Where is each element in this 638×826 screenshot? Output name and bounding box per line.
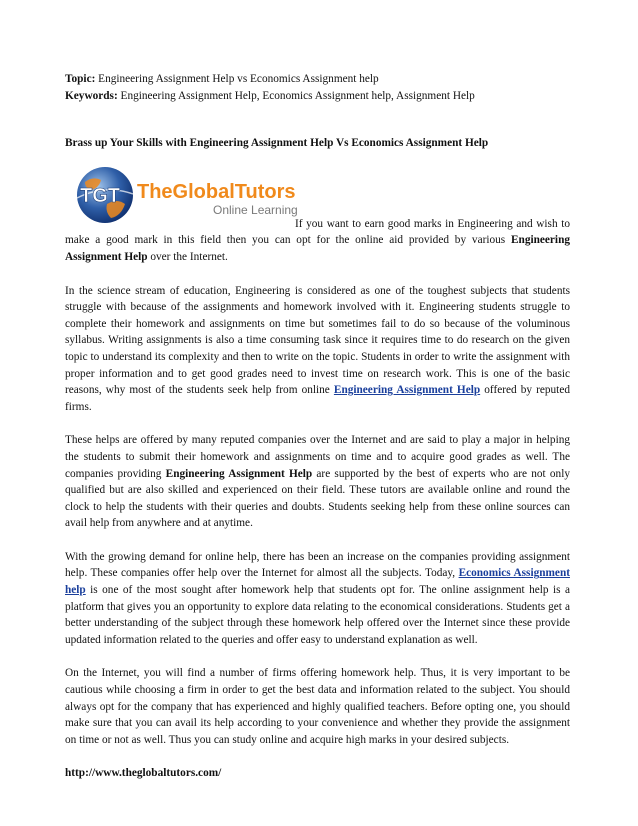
logo-tagline: Online Learning	[213, 202, 298, 217]
article-heading	[65, 135, 570, 152]
companies-bold: Engineering Assignment Help	[165, 467, 313, 480]
theglobaltutors-logo	[71, 164, 298, 226]
logo-name: TheGlobalTutors	[137, 180, 296, 203]
topic-label: Topic:	[65, 73, 96, 85]
heading-bold: Engineering Assignment Help Vs Economics Assignment Help	[189, 137, 489, 150]
intro-bold: Engineering Assignment Help	[65, 234, 570, 263]
economics-text: With the growing demand for online help, there has been an increase on the companies providing assignment help. These companies offer help over the Internet for almost all the subjects. Today,	[65, 550, 570, 580]
logo-row	[65, 164, 570, 226]
heading-prefix: Brass up Your Skills with	[65, 137, 190, 150]
topic-line	[65, 71, 570, 88]
intro-text: If you want to earn good marks in Engineering and wish to make a good mark in this field then you can opt for the online aid provided by various	[65, 217, 570, 247]
document-page	[65, 71, 570, 782]
economics-assignment-help-link[interactable]: Economics Assignment help	[65, 567, 570, 597]
intro-after: over the Internet.	[147, 250, 228, 263]
website-url[interactable]: http://www.theglobaltutors.com/	[65, 767, 222, 780]
engineering-assignment-help-link[interactable]: Engineering Assignment Help	[333, 384, 481, 397]
companies-after: are supported by the best of experts who are not only qualified but are also skilled and experienced on their field. These tutors are available online and round the clock to help the students with their queries and doubts. Students seeking help from these online sources can avail help from anywhere and at anytime.	[65, 467, 570, 530]
choosing-paragraph: On the Internet, you will find a number of firms offering homework help. Thus, it is very important to be cautious while choosing a firm in order to get the best data and information related to the subject. You should always opt for the company that has experienced and highly qualified teachers. Before opting one, you should make sure that you can avail its help according to your convenience and whether they provide the assignment on time or not as well. Thus you can study online and acquire high marks in your desired subjects.	[65, 667, 570, 746]
companies-paragraph	[65, 432, 570, 532]
logo-abbrev: TGT	[80, 184, 120, 207]
economics-after: is one of the most sought after homework help that students opt for. The online assignment help is a platform that gives you an opportunity to explore data relating to the economical considerations. Students get a better understanding of the subject through these homework help offered over the Internet since these provide updated information related to the queries and offer easy to understand explanation as well.	[65, 584, 570, 646]
engineering-after: offered by reputed firms.	[65, 384, 570, 413]
keywords-label: Keywords:	[65, 89, 118, 102]
keywords-value: Engineering Assignment Help, Economics Assignment help, Assignment Help	[120, 89, 475, 102]
keywords-line	[65, 88, 570, 105]
economics-paragraph	[65, 549, 570, 649]
companies-text: These helps are offered by many reputed companies over the Internet and are said to play a major in helping the students to submit their homework and assignments on time and to acquire good grades as well. The companies providing	[65, 434, 570, 480]
engineering-text: In the science stream of education, Engineering is considered as one of the toughest subjects that students struggle with because of the assignments and homework involved with it. Engineering students struggle to complete their homework and assignments on time but sometimes fail to do so because of the voluminous syllabus. Writing assignments is also a time consuming task since it requires time to do research on the given topic to understand its complexity and then to write on the topic. Students in order to write the assignment with proper information and to get good grades need to invest time on research work. This is one of the basic reasons, why most of the students seek help from online	[65, 284, 570, 397]
engineering-paragraph	[65, 283, 570, 416]
topic-value: Engineering Assignment Help vs Economics Assignment help	[98, 73, 379, 85]
